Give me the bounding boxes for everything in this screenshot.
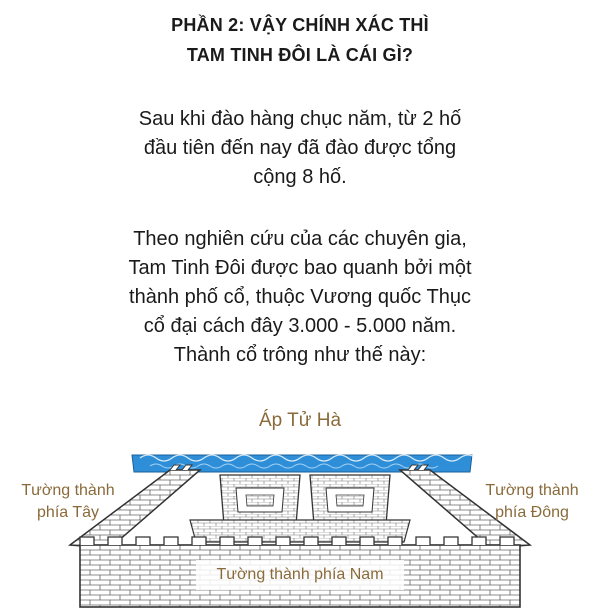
paragraph1-line-1: Sau khi đào hàng chục năm, từ 2 hố — [138, 108, 462, 130]
south-wall-label: Tường thành phía Nam — [216, 566, 384, 583]
river-label: Áp Tử Hà — [258, 410, 342, 431]
paragraph2-line-2: Tam Tinh Đôi được bao quanh bởi một — [128, 257, 472, 279]
paragraph1-line-2: đầu tiên đến nay đã đào được tổng — [143, 137, 457, 159]
inner-compound-left — [220, 475, 300, 525]
east-wall-label — [468, 480, 596, 524]
west-wall-label-line-1: Tường thành — [21, 482, 115, 499]
paragraph2-line-3: thành phố cổ, thuộc Vương quốc Thục — [129, 286, 471, 308]
section-heading — [0, 10, 600, 70]
west-wall-label-line-2: phía Tây — [37, 504, 99, 521]
inner-compound-right — [310, 475, 390, 525]
west-wall-label — [4, 480, 132, 524]
paragraph2-line-5: Thành cổ trông như thế này: — [173, 344, 427, 366]
heading-line-2: TAM TINH ĐÔI LÀ CÁI GÌ? — [186, 45, 414, 65]
paragraph1-line-3: cộng 8 hố. — [253, 166, 347, 188]
heading-line-1: PHẦN 2: VẬY CHÍNH XÁC THÌ — [171, 15, 429, 35]
east-wall-label-line-2: phía Đông — [495, 504, 569, 521]
paragraph2-line-4: cổ đại cách đây 3.000 - 5.000 năm. — [143, 315, 457, 337]
paragraph-excavation — [0, 105, 600, 192]
paragraph2-line-1: Theo nghiên cứu của các chuyên gia, — [133, 228, 467, 250]
paragraph-research — [0, 225, 600, 370]
east-wall-label-line-1: Tường thành — [485, 482, 579, 499]
